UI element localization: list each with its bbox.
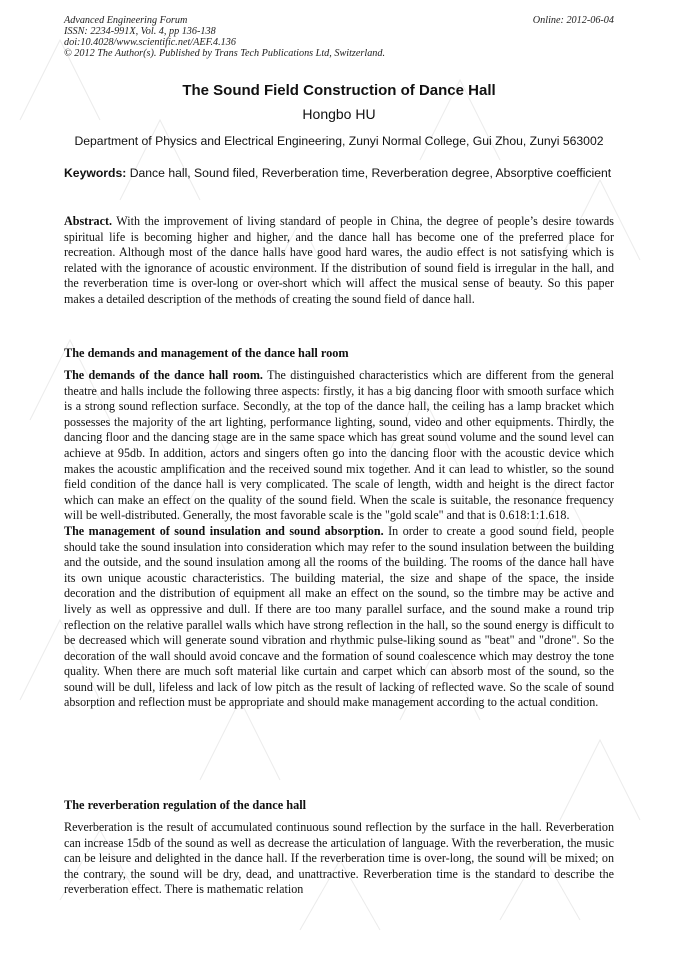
section-heading-reverberation: The reverberation regulation of the dance hall (64, 798, 307, 812)
keywords (64, 166, 614, 181)
paragraph-lead: The management of sound insulation and sound absorption. (64, 523, 384, 538)
paragraph-text: The distinguished characteristics which are different from the general theatre and halls include the following three aspects: firstly, it has a big dancing floor with smooth surface which is a strong sound reflection surface. Secondly, at the top of the dance hall, the ceiling has a lamp bracket which possesses the majority of the art lighting, performance lighting, sound, video and other equipments. Thirdly, the dancing floor and the dancing stage are in the same space which has great sound volume and the sound level can achieve at 95db. In addition, actors and singers often go into the dancing floor with the acoustic device which makes the acoustic amplification and the received sound mix together. And it can lead to whistler, so the sound field condition of the dance hall is very complicated. The scale of length, width and height is the direct factor which can make an effect on the quality of the sound field. When the scale is suitable, the resonance frequency will be well-distributed. Generally, the most favorable scale is the "gold scale" and that is 0.618:1:1.618. (64, 368, 614, 523)
journal-name: Advanced Engineering Forum (64, 15, 188, 26)
abstract-text: With the improvement of living standard of people in China, the degree of people’s desire towards spiritual life is becoming higher and higher, and the dance hall has become one of the preferred place for recreation. Although most of the dance halls have good hard wares, the audio effect is not satisfying which is related with the ignorance of acoustic environment. If the distribution of sound field is irregular in the hall, and the reverberation time is over-long or over-short which will affect the musical sense of beauty. So this paper makes a detailed description of the methods of creating the sound field of dance hall. (64, 214, 614, 306)
abstract (64, 214, 614, 308)
online-date: Online: 2012-06-04 (532, 15, 614, 26)
paragraph-text: In order to create a good sound field, people should take the sound insulation into consideration which may refer to the sound insulation between the building and the outside, and the sound insulation among all the rooms of the building. The rooms of the dance hall have its own unique acoustic characteristics. The building material, the size and shape of the space, the inside decoration and the distribution of equipment all make an effect on the sound, so the timbre may be active and lively as well as oppressive and dull. If there are too many parallel surface, and the sound make a round trip reflection on the relative parallel walls which have strong reflection in the hall, so the sound energy is difficult to be decreased which will generate sound vibration and rhythmic pulse-liking sound as "beat" and "drone". So the decoration of the wall should avoid concave and the formation of sound coalescence which may destroy the tone quality. When there are much soft material like curtain and carpet which can absorb most of the sound, so the sound will be dull, lifeless and lack of low pitch as the result of lacking of reflected wave. So the scale of sound absorption and reflection must be appropriate and should make management according to the actual condition. (64, 523, 614, 710)
paragraph (64, 524, 614, 711)
paragraph-lead: The demands of the dance hall room. (64, 368, 263, 382)
doi-line[interactable]: doi:10.4028/www.scientific.net/AEF.4.136 (64, 37, 236, 48)
paragraph-text: Reverberation is the result of accumulated continuous sound reflection by the surface in the hall. Reverberation can increase 15db of the sound as well as decrease the articulation of language. With the reverberation, the music can be leisure and delighted in the dance hall. If the reverberation time is over-long, the sound will be mixed; on the contrary, the sound will be dry, dead, and unattractive. Reverberation time is the standard to describe the reverberation effect. There is mathematic relation (64, 820, 614, 897)
section-heading-demands: The demands and management of the dance hall room (64, 346, 349, 360)
journal-header (64, 15, 614, 59)
section-body-reverberation (64, 820, 614, 898)
keywords-label: Keywords: (64, 166, 127, 180)
copyright-line: © 2012 The Author(s). Published by Trans Tech Publications Ltd, Switzerland. (64, 48, 386, 59)
keywords-text: Dance hall, Sound filed, Reverberation time, Reverberation degree, Absorptive coefficient (126, 166, 612, 180)
paragraph (64, 368, 614, 524)
section-body-demands (64, 368, 614, 711)
author-affiliation: Department of Physics and Electrical Engineering, Zunyi Normal College, Gui Zhou, Zunyi 563002 (74, 134, 604, 148)
author-name: Hongbo HU (302, 106, 376, 122)
issn-line: ISSN: 2234-991X, Vol. 4, pp 136-138 (64, 26, 216, 37)
abstract-label: Abstract. (64, 214, 113, 228)
paper-title: The Sound Field Construction of Dance Hall (182, 82, 496, 99)
